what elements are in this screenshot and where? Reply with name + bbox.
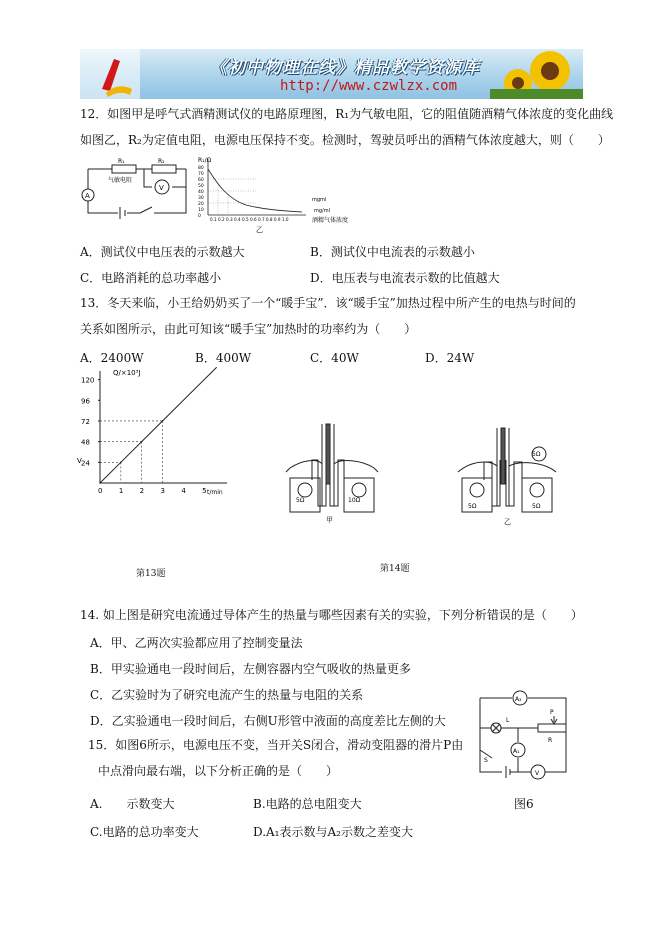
graph-ytick: 80 xyxy=(198,166,204,171)
r1-label: R₁ xyxy=(118,158,125,165)
q12-option-d[interactable]: D．电压表与电流表示数的比值越大 xyxy=(310,271,500,285)
l-label: L xyxy=(506,717,510,724)
q13-line1: 13．冬天来临，小王给奶奶买了一个“暖手宝”．该“暖手宝”加热过程中所产生的电热与时间的 xyxy=(80,296,576,310)
y-tick-label: 24 xyxy=(81,459,90,468)
graph-ytick: 10 xyxy=(198,208,204,213)
q13-option-b[interactable]: B．400W xyxy=(195,351,252,365)
q12-line2: 如图乙，R₂为定值电阻，电源电压保持不变。检测时，驾驶员呼出的酒精气体浓度越大，则（ ） xyxy=(80,133,610,147)
q13-caption: 第13题 xyxy=(136,569,166,579)
graph-ytick: 50 xyxy=(198,184,204,189)
q13-heat-time-chart xyxy=(75,365,235,505)
sensor-label: 气敏电阻 xyxy=(108,177,133,184)
q12-option-a[interactable]: A．测试仪中电压表的示数越大 xyxy=(80,245,245,259)
q15-option-a[interactable]: A. 示数变大 xyxy=(90,797,175,811)
banner-url: http://www.czwlzx.com xyxy=(280,78,458,94)
y-tick-label: 96 xyxy=(81,397,90,406)
q12-circuit-diagram xyxy=(78,155,198,225)
q14-yi-label: 乙 xyxy=(504,518,511,526)
q14-option-c[interactable]: C．乙实验时为了研究电流产生的热量与电阻的关系 xyxy=(90,688,364,702)
graph-ytick: 20 xyxy=(198,202,204,207)
banner-title: 《初中物理在线》精品教学资源库 xyxy=(210,58,480,78)
meter-a-label: A xyxy=(85,192,90,200)
data-line xyxy=(100,367,217,483)
q12-option-c[interactable]: C．电路消耗的总功率越小 xyxy=(80,271,222,285)
y-tick-label: 72 xyxy=(81,417,90,426)
q12-option-b[interactable]: B．测试仪中电流表的示数越小 xyxy=(310,245,475,259)
r2-label: R₂ xyxy=(158,158,165,165)
q12-line1: 12．如图甲是呼气式酒精测试仪的电路原理图，R₁为气敏电阻，它的阻值随酒精气体浓度的变化曲线 xyxy=(80,107,614,121)
unit2: mg/ml xyxy=(314,208,330,214)
q13-option-d[interactable]: D．24W xyxy=(425,351,475,365)
q15-line2: 中点滑向最右端，以下分析正确的是（ ） xyxy=(98,764,339,778)
x-tick-label: 0 xyxy=(98,487,103,495)
q14-jia-left-r: 5Ω xyxy=(296,497,305,504)
x-tick-label: 1 xyxy=(118,487,124,495)
chart-ylabel: Q/×10³J xyxy=(113,369,141,377)
s-label: S xyxy=(484,757,488,764)
q15-option-d[interactable]: D.A₁表示数与A₂示数之差变大 xyxy=(253,825,413,839)
q14-option-a[interactable]: A．甲、乙两次实验都应用了控制变量法 xyxy=(90,636,303,650)
graph-ytick: 60 xyxy=(198,178,204,183)
graph-ytick: 0 xyxy=(198,214,201,219)
x-tick-label: 4 xyxy=(181,487,186,495)
meter-v-label: V xyxy=(159,184,164,192)
q15-option-b[interactable]: B.电路的总电阻变大 xyxy=(253,797,362,811)
q15-option-c[interactable]: C.电路的总功率变大 xyxy=(90,825,199,839)
a2-label: A₂ xyxy=(515,696,522,703)
chart-xlabel: t/min xyxy=(207,489,223,496)
graph-caption: 乙 xyxy=(256,226,263,234)
q14-stem: 14. 如上图是研究电流通过导体产生的热量与哪些因素有关的实验，下列分析错误的是（ ） xyxy=(80,608,583,622)
graph-xlabel: 酒精气体浓度 xyxy=(312,217,349,224)
q13-option-a[interactable]: A．2400W xyxy=(80,351,144,365)
q15-line1: 15．如图6所示，电源电压不变，当开关S闭合，滑动变阻器的滑片P由 xyxy=(88,738,464,752)
a1-label: A₁ xyxy=(513,748,520,755)
graph-ylabel: R₁/Ω xyxy=(198,157,212,164)
y-tick-label: 48 xyxy=(81,438,90,447)
x-tick-label: 3 xyxy=(160,487,165,495)
q14-experiment-figure xyxy=(282,420,612,530)
q13-line2: 关系如图所示，由此可知该“暖手宝”加热时的功率约为（ ） xyxy=(80,322,417,336)
chart-side-label: V xyxy=(77,457,82,465)
graph-ytick: 30 xyxy=(198,196,204,201)
q13-option-c[interactable]: C．40W xyxy=(310,351,359,365)
p-label: P xyxy=(550,709,554,716)
q15-caption: 图6 xyxy=(514,797,534,811)
q15-circuit-diagram xyxy=(462,688,592,788)
unit1: mgml xyxy=(312,197,327,203)
r-label: R xyxy=(548,737,553,744)
q14-jia-right-r: 10Ω xyxy=(348,497,361,504)
v-label: V xyxy=(535,770,540,777)
q14-option-b[interactable]: B．甲实验通电一段时间后，左侧容器内空气吸收的热量更多 xyxy=(90,662,411,676)
graph-ytick: 40 xyxy=(198,190,204,195)
y-tick-label: 120 xyxy=(81,376,95,385)
q14-caption: 第14题 xyxy=(380,564,410,574)
q12-resistance-graph xyxy=(196,155,376,235)
q14-yi-left-r: 5Ω xyxy=(468,503,477,510)
q14-yi-right-r: 5Ω xyxy=(532,503,541,510)
header-banner xyxy=(80,49,583,99)
q14-jia-label: 甲 xyxy=(326,516,333,524)
q14-option-d[interactable]: D．乙实验通电一段时间后，右侧U形管中液面的高度差比左侧的大 xyxy=(90,714,446,728)
x-tick-label: 2 xyxy=(139,487,145,495)
x-tick-label: 5 xyxy=(202,487,207,495)
graph-xticks: 0.1 0.2 0.3 0.4 0.5 0.6 0.7 0.8 0.9 1.0 xyxy=(210,217,289,222)
graph-ytick: 70 xyxy=(198,172,204,177)
q14-yi-top-r: 5Ω xyxy=(532,451,541,458)
